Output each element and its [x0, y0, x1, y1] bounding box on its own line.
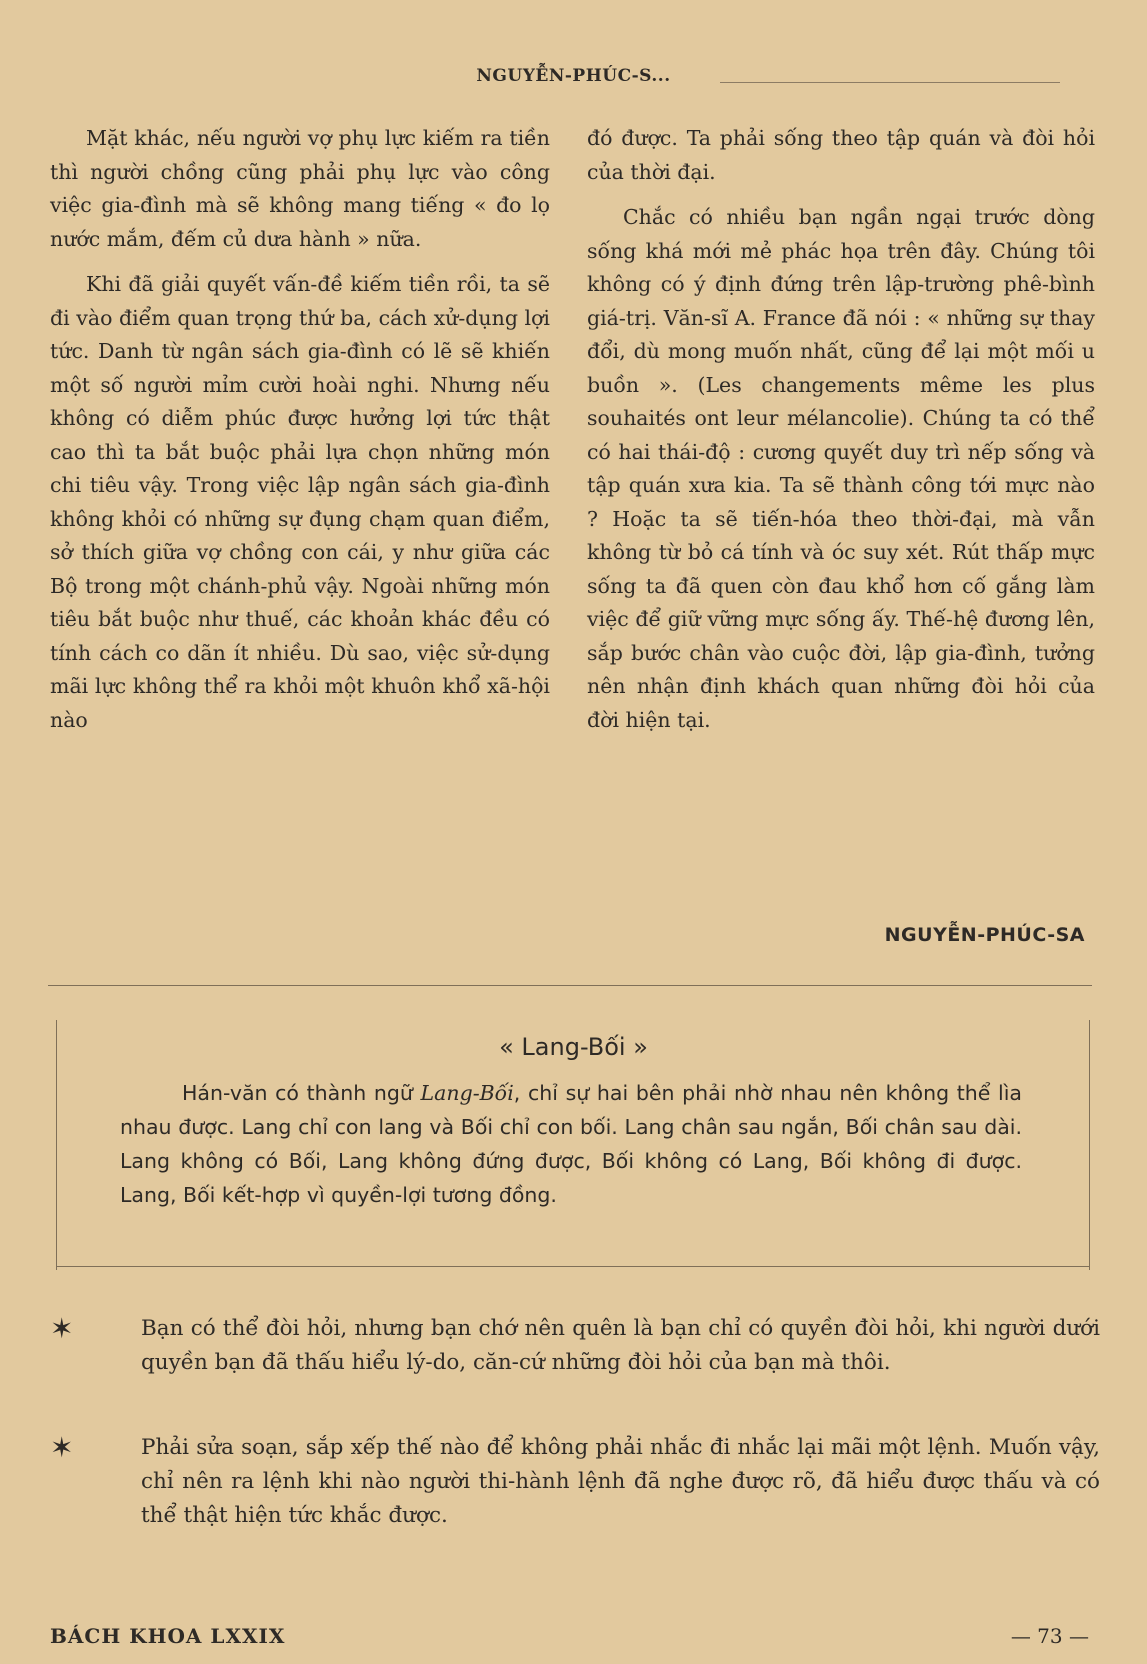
- box-text-intro: Hán-văn có thành ngữ: [182, 1081, 421, 1105]
- section-divider: [48, 985, 1092, 986]
- page-number: — 73 —: [1010, 1624, 1089, 1648]
- article-paragraph: đó được. Ta phải sống theo tập quán và đòi hỏi của thời đại.: [587, 126, 1095, 184]
- tip-item: [50, 1312, 1100, 1380]
- tip-text: Bạn có thể đòi hỏi, nhưng bạn chớ nên quên là bạn chỉ có quyền đòi hỏi, khi người dưới quyền bạn đã thấu hiểu lý-do, căn-cứ những đòi hỏi của bạn mà thôi.: [141, 1316, 1100, 1375]
- tip-item: [50, 1431, 1100, 1533]
- article-paragraph: Khi đã giải quyết vấn-đề kiếm tiền rồi, ta sẽ đi vào điểm quan trọng thứ ba, cách xử-dụng lợi tức. Danh từ ngân sách gia-đình có lẽ sẽ khiến một số người mỉm cười hoài nghi. Nhưng nếu không có diễm phúc được hưởng lợi tức thật cao thì ta bắt buộc phải lựa chọn những món chi tiêu vậy. Trong việc lập ngân sách gia-đình không khỏi có những sự đụng chạm quan điểm, sở thích giữa vợ chồng con cái, y như giữa các Bộ trong một chánh-phủ vậy. Ngoài những món tiêu bắt buộc như thuế, các khoản khác đều có tính cách co dãn ít nhiều. Dù sao, việc sử-dụng mãi lực không thể ra khỏi một khuôn khổ xã-hội nào: [50, 272, 550, 732]
- article-paragraph: Mặt khác, nếu người vợ phụ lực kiếm ra tiền thì người chồng cũng phải phụ lực vào công việc gia-đình mà sẽ không mang tiếng « đo lọ nước mắm, đếm củ dưa hành » nữa.: [50, 126, 550, 251]
- author-signature: NGUYỄN-PHÚC-SA: [884, 924, 1085, 946]
- sidebar-box-title: « Lang-Bối »: [499, 1033, 648, 1061]
- box-text-body: , chỉ sự hai bên phải nhờ nhau nên không thể lìa nhau được. Lang chỉ con lang và Bối chỉ con bối. Lang chân sau ngắn, Bối chân sau dài. Lang không có Bối, Lang không đứng được, Bối không có Lang, Bối không đi được. Lang, Bối kết-hợp vì quyền-lợi tương đồng.: [120, 1081, 1022, 1207]
- sidebar-box-bottom-rule: [56, 1266, 1090, 1267]
- header-divider: [720, 82, 1060, 83]
- article-column-right: [587, 122, 1095, 737]
- article-column-left: [50, 122, 550, 737]
- star-icon: ✶: [50, 1312, 74, 1345]
- box-term: Lang-Bối: [420, 1081, 514, 1105]
- article-paragraph: Chắc có nhiều bạn ngần ngại trước dòng sống khá mới mẻ phác họa trên đây. Chúng tôi không có ý định đứng trên lập-trường phê-bình giá-trị. Văn-sĩ A. France đã nói : « những sự thay đổi, dù mong muốn nhất, cũng để lại một mối u buồn ». (Les changements même les plus souhaités ont leur mélancolie). Chúng ta có thể có hai thái-độ : cương quyết duy trì nếp sống và tập quán xưa kia. Ta sẽ thành công tới mực nào ? Hoặc ta sẽ tiến-hóa theo thời-đại, mà vẫn không từ bỏ cá tính và óc suy xét. Rút thấp mực sống ta đã quen còn đau khổ hơn cố gắng làm việc để giữ vững mực sống ấy. Thế-hệ đương lên, sắp bước chân vào cuộc đời, lập gia-đình, tưởng nên nhận định khách quan những đòi hỏi của đời hiện tại.: [587, 205, 1095, 732]
- star-icon: ✶: [50, 1431, 74, 1464]
- publication-name: BÁCH KHOA LXXIX: [50, 1624, 286, 1648]
- sidebar-box-text: [120, 1076, 1022, 1212]
- tip-text: Phải sửa soạn, sắp xếp thế nào để không phải nhắc đi nhắc lại mãi một lệnh. Muốn vậy, chỉ nên ra lệnh khi nào người thi-hành lệnh đã nghe được rõ, đã hiểu được thấu và có thể thật hiện tức khắc được.: [141, 1435, 1100, 1528]
- running-head: NGUYỄN-PHÚC-S...: [476, 66, 671, 86]
